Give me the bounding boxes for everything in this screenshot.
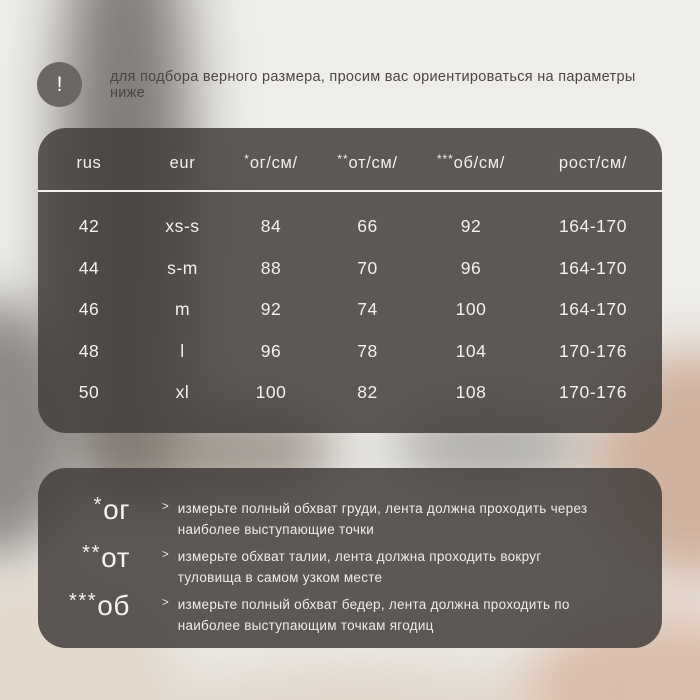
column-header-waist: **от/см/ bbox=[337, 151, 398, 172]
table-cell: 100 bbox=[255, 382, 287, 403]
legend-description: > измерьте полный обхват бедер, лента должна проходить по наиболее выступающим точкам ягодиц bbox=[162, 597, 570, 633]
table-cell: 92 bbox=[260, 299, 282, 320]
table-cell: 82 bbox=[357, 382, 378, 403]
legend-item-waist bbox=[38, 541, 662, 588]
column-header-hips: ***об/см/ bbox=[436, 151, 506, 172]
column-header-chest: *ог/см/ bbox=[244, 151, 298, 172]
table-row bbox=[38, 372, 662, 414]
table-cell: 104 bbox=[455, 340, 487, 361]
exclamation-icon bbox=[37, 62, 82, 107]
table-cell: 44 bbox=[78, 257, 100, 278]
table-cell: 164-170 bbox=[559, 257, 627, 278]
table-row bbox=[38, 331, 662, 373]
table-cell: 164-170 bbox=[559, 299, 627, 320]
table-cell: 48 bbox=[78, 340, 100, 361]
table-cell: 170-176 bbox=[559, 382, 627, 403]
table-cell: 42 bbox=[78, 216, 100, 237]
table-header-row bbox=[38, 128, 662, 190]
legend-item-chest bbox=[38, 493, 662, 540]
table-cell: 66 bbox=[357, 216, 378, 237]
background-blob bbox=[150, 660, 570, 700]
table-cell: s-m bbox=[167, 257, 198, 278]
legend-term: *ог bbox=[93, 493, 130, 525]
table-cell: 100 bbox=[455, 299, 487, 320]
table-row bbox=[38, 206, 662, 248]
table-cell: 88 bbox=[260, 257, 282, 278]
chevron-right-icon: > bbox=[162, 597, 169, 610]
table-cell: xs-s bbox=[165, 216, 200, 237]
table-cell: 70 bbox=[357, 257, 378, 278]
size-table-panel bbox=[38, 128, 662, 433]
table-row bbox=[38, 289, 662, 331]
column-header-eur: eur bbox=[169, 153, 196, 172]
table-cell: m bbox=[174, 299, 191, 320]
exclamation-glyph: ! bbox=[56, 73, 63, 96]
table-cell: 84 bbox=[260, 216, 282, 237]
legend-term: ***об bbox=[68, 589, 130, 622]
legend-term: **от bbox=[82, 541, 130, 574]
table-body bbox=[38, 192, 662, 436]
legend-item-hips bbox=[38, 589, 662, 636]
chevron-right-icon: > bbox=[162, 501, 169, 513]
table-cell: 108 bbox=[455, 382, 487, 403]
table-cell: 170-176 bbox=[559, 340, 627, 361]
column-header-rus: rus bbox=[76, 153, 102, 172]
legend-description: > измерьте обхват талии, лента должна проходить вокруг туловища в самом узком месте bbox=[162, 549, 542, 585]
chevron-right-icon: > bbox=[162, 549, 169, 562]
column-header-height: рост/см/ bbox=[558, 153, 628, 172]
table-cell: 74 bbox=[357, 299, 378, 320]
notice-text: для подбора верного размера, просим вас ориентироваться на параметры ниже bbox=[110, 69, 636, 101]
table-cell: l bbox=[180, 340, 185, 361]
table-cell: 92 bbox=[460, 216, 482, 237]
table-cell: 46 bbox=[78, 299, 100, 320]
table-row bbox=[38, 248, 662, 290]
table-cell: 78 bbox=[357, 340, 378, 361]
table-cell: 164-170 bbox=[559, 216, 627, 237]
legend-description: > измерьте полный обхват груди, лента должна проходить через наиболее выступающие точки bbox=[162, 501, 588, 537]
table-cell: 96 bbox=[460, 257, 482, 278]
table-cell: 50 bbox=[78, 382, 100, 403]
table-cell: xl bbox=[175, 382, 190, 403]
table-cell: 96 bbox=[260, 340, 282, 361]
measurement-legend-panel bbox=[38, 468, 662, 648]
